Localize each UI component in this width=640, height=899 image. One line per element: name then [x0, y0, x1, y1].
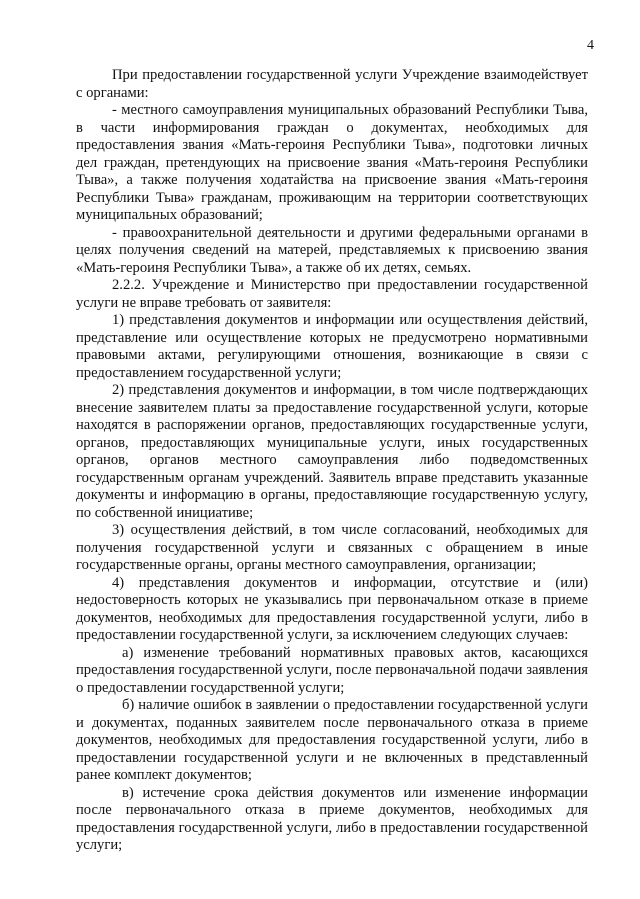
paragraph-item-1: 1) представления документов и информации или осуществления действий, представление или осуществление которых не предусмотрено нормативными правовыми актами, регулирующими отношения, возникающие в связи с предоставлением государственной услуги; — [76, 312, 588, 381]
paragraph-local-government: - местного самоуправления муниципальных образований Республики Тыва, в части информирования граждан о документах, необходимых для предоставления звания «Мать-героиня Республики Тыва», подготовки личных дел граждан, претендующих на присвоение звания «Мать-героиня Республики Тыва», а также получения ходатайства на присвоение звания «Мать-героиня Республики Тыва» гражданам, проживающим на территории соответствующих муниципальных образований; — [76, 102, 588, 223]
paragraph-interaction-intro: При предоставлении государственной услуги Учреждение взаимодействует с органами: — [76, 67, 588, 101]
paragraph-law-enforcement: - правоохранительной деятельности и другими федеральными органами в целях получения сведений на матерей, представляемых к присвоению звания «Мать-героиня Республики Тыва», а также об их детях, семьях. — [76, 224, 588, 276]
paragraph-subitem-v: в) истечение срока действия документов или изменение информации после первоначального отказа в приеме документов, необходимых для предоставления государственной услуги, либо в предоставлении государственной услуги; — [76, 784, 588, 853]
paragraph-subitem-b: б) наличие ошибок в заявлении о предоставлении государственной услуги и документах, поданных заявителем после первоначального отказа в приеме документов, необходимых для предоставления государственной услуги, либо в предоставлении государственной услуги и не включенных в представленный ранее комплект документов; — [76, 697, 588, 783]
paragraph-item-2: 2) представления документов и информации, в том числе подтверждающих внесение заявителем платы за предоставление государственной услуги, которые находятся в распоряжении органов, предоставляющих государственные услуги, органов, предоставляющих муниципальные услуги, иных государственных органов, органов местного самоуправления либо подведомственных государственным органам учреждений. Заявитель вправе представить указанные документы и информацию в органы, предоставляющие государственную услугу, по собственной инициативе; — [76, 382, 588, 521]
paragraph-subitem-a: а) изменение требований нормативных правовых актов, касающихся предоставления государственной услуги, после первоначальной подачи заявления о предоставлении государственной услуги; — [76, 644, 588, 696]
paragraph-item-3: 3) осуществления действий, в том числе согласований, необходимых для получения государственной услуги и связанных с обращением в иные государственные органы, органы местного самоуправления, организации; — [76, 522, 588, 573]
page-number: 4 — [587, 38, 594, 53]
paragraph-section-2-2-2: 2.2.2. Учреждение и Министерство при предоставлении государственной услуги не вправе требовать от заявителя: — [76, 277, 588, 311]
document-body — [76, 67, 588, 855]
paragraph-item-4: 4) представления документов и информации, отсутствие и (или) недостоверность которых не указывались при первоначальном отказе в приеме документов, необходимых для предоставления государственной услуги, либо в предоставлении государственной услуги, за исключением следующих случаев: — [76, 574, 588, 643]
